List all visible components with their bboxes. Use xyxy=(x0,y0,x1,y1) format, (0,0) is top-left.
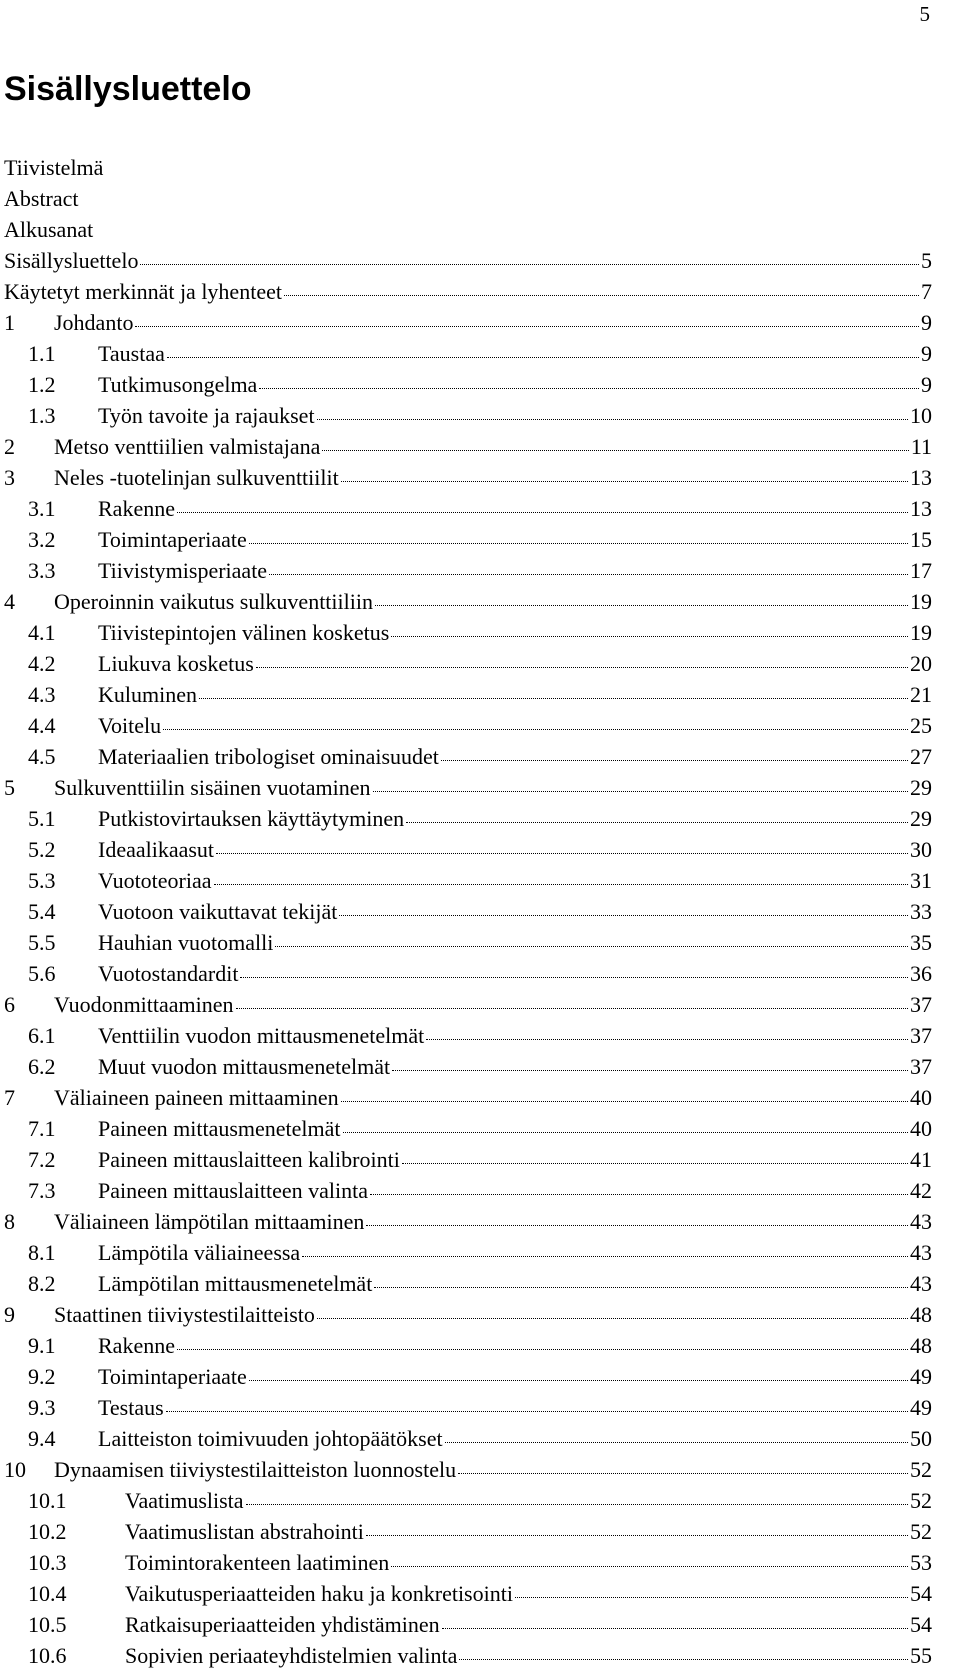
toc-entry-title: Tiivistepintojen välinen kosketus xyxy=(98,620,390,645)
toc-entry-title: Paineen mittauslaitteen kalibrointi xyxy=(98,1147,400,1172)
toc-entry-title: Putkistovirtauksen käyttäytyminen xyxy=(98,806,405,831)
toc-entry-number xyxy=(4,1485,125,1516)
toc-entry-title: Vaatimuslista xyxy=(125,1488,244,1513)
toc-entry-title: Vuototeoriaa xyxy=(98,868,212,893)
toc-entry-number xyxy=(4,1144,98,1175)
toc-entry-number xyxy=(4,1423,98,1454)
toc-entry-number xyxy=(4,1609,125,1640)
dot-leader xyxy=(426,1039,908,1040)
toc-entry-title: Työn tavoite ja rajaukset xyxy=(98,403,315,428)
toc-entry[interactable] xyxy=(4,834,932,865)
dot-leader xyxy=(259,388,919,389)
toc-entry-number xyxy=(4,1454,54,1485)
toc-entry-page: 37 xyxy=(910,1023,932,1048)
toc-entry-number-text: 7.1 xyxy=(28,1116,56,1141)
toc-entry-number-text: 3.2 xyxy=(28,527,56,552)
toc-entry-title: Venttiilin vuodon mittausmenetelmät xyxy=(98,1023,425,1048)
dot-leader xyxy=(402,1163,908,1164)
toc-entry-page: 52 xyxy=(910,1519,932,1544)
dot-leader xyxy=(442,1628,908,1629)
toc-entry-number-text: 8 xyxy=(4,1209,15,1234)
toc-entry-number xyxy=(4,834,98,865)
dot-leader xyxy=(249,1380,908,1381)
dot-leader xyxy=(391,1566,908,1567)
toc-entry-number-text: 5 xyxy=(4,775,15,800)
dot-leader xyxy=(163,729,908,730)
toc-entry-page: 9 xyxy=(921,372,932,397)
toc-entry-page: 20 xyxy=(910,651,932,676)
dot-leader xyxy=(284,295,919,296)
prelim-item: Abstract xyxy=(4,186,79,211)
toc-entry-number xyxy=(4,307,54,338)
toc-entry-title: Tutkimusongelma xyxy=(98,372,258,397)
toc-entry-page: 31 xyxy=(910,868,932,893)
toc-entry[interactable] xyxy=(4,1175,932,1206)
dot-leader xyxy=(366,1225,908,1226)
toc-entry-page: 29 xyxy=(910,806,932,831)
toc-entry-number xyxy=(4,1175,98,1206)
toc-entry-title: Muut vuodon mittausmenetelmät xyxy=(98,1054,391,1079)
toc-entry-number-text: 9.4 xyxy=(28,1426,56,1451)
toc-entry-page: 9 xyxy=(921,310,932,335)
toc-entry[interactable] xyxy=(4,1082,932,1113)
toc-entry-number xyxy=(4,803,98,834)
toc-entry-page: 21 xyxy=(910,682,932,707)
toc-entry-page: 52 xyxy=(910,1457,932,1482)
toc-entry-number xyxy=(4,524,98,555)
dot-leader xyxy=(366,1535,908,1536)
toc-entry[interactable] xyxy=(4,927,932,958)
dot-leader xyxy=(445,1442,908,1443)
toc-entry-title: Paineen mittauslaitteen valinta xyxy=(98,1178,369,1203)
toc-entry[interactable] xyxy=(4,431,932,462)
toc-entry-page: 48 xyxy=(910,1333,932,1358)
toc-entry[interactable] xyxy=(4,1020,932,1051)
toc-entry-number-text: 7.3 xyxy=(28,1178,56,1203)
toc-entry[interactable] xyxy=(4,1330,932,1361)
toc-entry-number xyxy=(4,400,98,431)
dot-leader xyxy=(214,884,908,885)
dot-leader xyxy=(341,1101,908,1102)
dot-leader xyxy=(391,636,908,637)
toc-entry-page: 19 xyxy=(910,620,932,645)
toc-entry-number xyxy=(4,1206,54,1237)
toc-entry-number-text: 5.3 xyxy=(28,868,56,893)
toc-entry-number xyxy=(4,710,98,741)
toc-entry-number-text: 4.3 xyxy=(28,682,56,707)
toc-entry[interactable] xyxy=(4,1113,932,1144)
toc-entry[interactable] xyxy=(4,1578,932,1609)
toc-entry-page: 37 xyxy=(910,992,932,1017)
toc-entry[interactable] xyxy=(4,1516,932,1547)
toc-entry-number xyxy=(4,1299,54,1330)
page-number: 5 xyxy=(919,2,930,26)
dot-leader xyxy=(275,946,908,947)
toc-entry[interactable] xyxy=(4,400,932,431)
dot-leader xyxy=(302,1256,908,1257)
toc-entry-title: Rakenne xyxy=(98,1333,175,1358)
dot-leader xyxy=(216,853,908,854)
toc-entry-number-text: 10.4 xyxy=(28,1581,67,1606)
toc-entry-page: 52 xyxy=(910,1488,932,1513)
toc-entry-title: Neles -tuotelinjan sulkuventtiilit xyxy=(54,465,339,490)
toc-entry[interactable] xyxy=(4,1299,932,1330)
toc-entry-number-text: 4.4 xyxy=(28,713,56,738)
toc-entry-number xyxy=(4,1516,125,1547)
toc-entry-number-text: 2 xyxy=(4,434,15,459)
toc-entry-page: 36 xyxy=(910,961,932,986)
toc-entry-title: Paineen mittausmenetelmät xyxy=(98,1116,341,1141)
toc-entry-page: 55 xyxy=(910,1643,932,1668)
toc-entry-title: Testaus xyxy=(98,1395,164,1420)
toc-entry-page: 41 xyxy=(910,1147,932,1172)
toc-entry[interactable] xyxy=(4,1547,932,1578)
toc-entry-number-text: 1.3 xyxy=(28,403,56,428)
toc-entry-title: Operoinnin vaikutus sulkuventtiiliin xyxy=(54,589,373,614)
dot-leader xyxy=(317,419,908,420)
dot-leader xyxy=(373,791,908,792)
toc-entry-title: Voitelu xyxy=(98,713,162,738)
toc-entry[interactable] xyxy=(4,369,932,400)
toc-entry-number xyxy=(4,1020,98,1051)
dot-leader xyxy=(166,1411,908,1412)
toc-entry-title: Rakenne xyxy=(98,496,175,521)
toc-entry-number-text: 10.2 xyxy=(28,1519,67,1544)
toc-entry[interactable] xyxy=(4,1051,932,1082)
toc-entry-page: 43 xyxy=(910,1271,932,1296)
dot-leader xyxy=(236,1008,908,1009)
toc-entry[interactable] xyxy=(4,741,932,772)
toc-entry-page: 35 xyxy=(910,930,932,955)
toc-entry-page: 48 xyxy=(910,1302,932,1327)
toc-entry[interactable] xyxy=(4,1144,932,1175)
toc-entry-number xyxy=(4,617,98,648)
toc-entry-number-text: 4.1 xyxy=(28,620,56,645)
dot-leader xyxy=(167,357,919,358)
toc-entry[interactable] xyxy=(4,679,932,710)
toc-entry-number-text: 5.5 xyxy=(28,930,56,955)
toc-entry-number-text: 6.2 xyxy=(28,1054,56,1079)
toc-entry[interactable] xyxy=(4,1485,932,1516)
toc-entry-number xyxy=(4,1330,98,1361)
dot-leader xyxy=(246,1504,908,1505)
toc-entry-title: Vaatimuslistan abstrahointi xyxy=(125,1519,364,1544)
page-title: Sisällysluettelo xyxy=(4,70,252,108)
toc-entry[interactable] xyxy=(4,1361,932,1392)
toc-entry-number xyxy=(4,1547,125,1578)
toc-entry-title: Väliaineen paineen mittaaminen xyxy=(54,1085,339,1110)
toc-entry[interactable] xyxy=(4,524,932,555)
toc-entry[interactable] xyxy=(4,803,932,834)
toc-entry-number-text: 6.1 xyxy=(28,1023,56,1048)
toc-entry-title: Sulkuventtiilin sisäinen vuotaminen xyxy=(54,775,371,800)
toc-entry-number-text: 3.3 xyxy=(28,558,56,583)
toc-entry-page: 27 xyxy=(910,744,932,769)
toc-entry-title: Vuotostandardit xyxy=(98,961,239,986)
toc-entry-page: 40 xyxy=(910,1085,932,1110)
toc-entry-page: 29 xyxy=(910,775,932,800)
toc-entry-page: 30 xyxy=(910,837,932,862)
toc-entry-number xyxy=(4,1578,125,1609)
toc-entry-number xyxy=(4,338,98,369)
toc-entry-number-text: 7.2 xyxy=(28,1147,56,1172)
toc-entry-number-text: 9 xyxy=(4,1302,15,1327)
toc-entry-page: 42 xyxy=(910,1178,932,1203)
toc-entry-page: 53 xyxy=(910,1550,932,1575)
toc-entry-page: 17 xyxy=(910,558,932,583)
toc-entry-page: 33 xyxy=(910,899,932,924)
toc-entry-number-text: 3.1 xyxy=(28,496,56,521)
dot-leader xyxy=(317,1318,908,1319)
toc-entry-number-text: 4.5 xyxy=(28,744,56,769)
toc-entry[interactable] xyxy=(4,1454,932,1485)
toc-entry-title: Sopivien periaateyhdistelmien valinta xyxy=(125,1643,458,1668)
toc-entry[interactable] xyxy=(4,1609,932,1640)
toc-entry-page: 15 xyxy=(910,527,932,552)
toc-entry-title: Liukuva kosketus xyxy=(98,651,254,676)
toc-entry[interactable] xyxy=(4,1237,932,1268)
toc-entry-title: Tiivistymisperiaate xyxy=(98,558,268,583)
toc-entry-number xyxy=(4,865,98,896)
toc-entry[interactable] xyxy=(4,772,932,803)
toc-entry-page: 13 xyxy=(910,496,932,521)
toc-entry-page: 54 xyxy=(910,1581,932,1606)
toc-entry-title: Metso venttiilien valmistajana xyxy=(54,434,321,459)
dot-leader xyxy=(406,822,908,823)
toc-entry[interactable] xyxy=(4,586,932,617)
dot-leader xyxy=(374,1287,908,1288)
toc-entry-title: Vuodonmittaaminen xyxy=(54,992,234,1017)
dot-leader xyxy=(322,450,908,451)
toc-entry-title: Kuluminen xyxy=(98,682,197,707)
toc-entry-page: 43 xyxy=(910,1240,932,1265)
dot-leader xyxy=(515,1597,908,1598)
toc-entry[interactable] xyxy=(4,307,932,338)
toc-entry-number-text: 5.6 xyxy=(28,961,56,986)
toc-entry-page: 54 xyxy=(910,1612,932,1637)
toc-entry-number-text: 10.1 xyxy=(28,1488,67,1513)
toc-entry-number xyxy=(4,648,98,679)
dot-leader xyxy=(177,512,908,513)
toc-entry-title: Väliaineen lämpötilan mittaaminen xyxy=(54,1209,365,1234)
dot-leader xyxy=(343,1132,908,1133)
toc-entry-number-text: 1.1 xyxy=(28,341,56,366)
toc-entry-number-text: 4.2 xyxy=(28,651,56,676)
prelim-item: Tiivistelmä xyxy=(4,155,104,180)
toc-entry-number xyxy=(4,555,98,586)
toc-entry-title: Johdanto xyxy=(54,310,134,335)
toc-entry-number-text: 10.5 xyxy=(28,1612,67,1637)
toc-entry-number xyxy=(4,1361,98,1392)
toc-entry-number xyxy=(4,927,98,958)
toc-entry-title: Taustaa xyxy=(98,341,165,366)
toc-entry-number xyxy=(4,679,98,710)
toc-entry[interactable] xyxy=(4,896,932,927)
toc-entry[interactable] xyxy=(4,1268,932,1299)
toc-entry-page: 11 xyxy=(910,434,932,459)
dot-leader xyxy=(140,264,919,265)
toc-entry-number xyxy=(4,989,54,1020)
toc-entry-title: Dynaamisen tiiviystestilaitteiston luonnostelu xyxy=(54,1457,457,1482)
toc-entry-number-text: 8.2 xyxy=(28,1271,56,1296)
dot-leader xyxy=(339,915,908,916)
dot-leader xyxy=(341,481,908,482)
toc-entry[interactable] xyxy=(4,617,932,648)
toc-entry-number-text: 4 xyxy=(4,589,15,614)
toc-entry-number-text: 8.1 xyxy=(28,1240,56,1265)
toc-entry-title: Toimintaperiaate xyxy=(98,527,247,552)
toc-entry[interactable] xyxy=(4,1423,932,1454)
toc-entry-title: Laitteiston toimivuuden johtopäätökset xyxy=(98,1426,443,1451)
toc-entry-title: Toimintaperiaate xyxy=(98,1364,247,1389)
toc-entry-page: 49 xyxy=(910,1395,932,1420)
toc-entry[interactable] xyxy=(4,1392,932,1423)
toc-entry-page: 37 xyxy=(910,1054,932,1079)
toc-entry[interactable] xyxy=(4,245,932,276)
toc-entry-number-text: 10.6 xyxy=(28,1643,67,1668)
toc-entry[interactable] xyxy=(4,710,932,741)
toc-entry-number-text: 10 xyxy=(4,1457,26,1482)
toc-entry-number xyxy=(4,772,54,803)
toc-entry-number-text: 5.1 xyxy=(28,806,56,831)
dot-leader xyxy=(370,1194,908,1195)
toc-entry-title: Lämpötilan mittausmenetelmät xyxy=(98,1271,373,1296)
prelim-list xyxy=(4,152,103,245)
toc-entry-title: Ideaalikaasut xyxy=(98,837,215,862)
toc-entry-number-text: 10.3 xyxy=(28,1550,67,1575)
toc-entry-number xyxy=(4,586,54,617)
prelim-item: Alkusanat xyxy=(4,217,94,242)
toc-entry-number xyxy=(4,1113,98,1144)
toc-entry-page: 13 xyxy=(910,465,932,490)
toc-entry-title: Staattinen tiiviystestilaitteisto xyxy=(54,1302,315,1327)
toc-entry[interactable] xyxy=(4,493,932,524)
toc-entry-title: Sisällysluettelo xyxy=(4,248,139,273)
toc-entry-title: Materiaalien tribologiset ominaisuudet xyxy=(98,744,439,769)
toc-entry-number xyxy=(4,431,54,462)
toc-entry-number xyxy=(4,369,98,400)
toc-entry-page: 43 xyxy=(910,1209,932,1234)
toc-entry[interactable] xyxy=(4,1640,932,1671)
toc-entry-number xyxy=(4,1268,98,1299)
toc-entry[interactable] xyxy=(4,989,932,1020)
toc-entry[interactable] xyxy=(4,555,932,586)
table-of-contents xyxy=(4,245,932,1671)
dot-leader xyxy=(256,667,908,668)
toc-entry-number xyxy=(4,462,54,493)
toc-entry-title: Vaikutusperiaatteiden haku ja konkretisointi xyxy=(125,1581,513,1606)
toc-entry-number-text: 9.2 xyxy=(28,1364,56,1389)
toc-entry-page: 7 xyxy=(921,279,932,304)
toc-entry-number xyxy=(4,1237,98,1268)
toc-entry-page: 10 xyxy=(910,403,932,428)
toc-entry-page: 49 xyxy=(910,1364,932,1389)
toc-entry-number xyxy=(4,958,98,989)
toc-entry-title: Toimintorakenteen laatiminen xyxy=(125,1550,390,1575)
toc-entry[interactable] xyxy=(4,462,932,493)
dot-leader xyxy=(441,760,908,761)
toc-entry-page: 25 xyxy=(910,713,932,738)
toc-entry-number-text: 9.1 xyxy=(28,1333,56,1358)
toc-entry[interactable] xyxy=(4,338,932,369)
dot-leader xyxy=(177,1349,908,1350)
toc-entry-title: Hauhian vuotomalli xyxy=(98,930,274,955)
dot-leader xyxy=(135,326,919,327)
toc-entry[interactable] xyxy=(4,1206,932,1237)
toc-entry[interactable] xyxy=(4,865,932,896)
toc-entry-number-text: 1 xyxy=(4,310,15,335)
toc-entry-page: 9 xyxy=(921,341,932,366)
dot-leader xyxy=(459,1659,908,1660)
toc-entry[interactable] xyxy=(4,276,932,307)
dot-leader xyxy=(240,977,908,978)
toc-entry-number-text: 5.2 xyxy=(28,837,56,862)
toc-entry-number xyxy=(4,896,98,927)
toc-entry-number xyxy=(4,1051,98,1082)
toc-entry-title: Vuotoon vaikuttavat tekijät xyxy=(98,899,338,924)
toc-entry-number-text: 1.2 xyxy=(28,372,56,397)
toc-entry-page: 5 xyxy=(921,248,932,273)
toc-entry-page: 19 xyxy=(910,589,932,614)
dot-leader xyxy=(269,574,908,575)
toc-entry-title: Lämpötila väliaineessa xyxy=(98,1240,301,1265)
dot-leader xyxy=(375,605,908,606)
toc-entry-number-text: 5.4 xyxy=(28,899,56,924)
dot-leader xyxy=(249,543,908,544)
toc-entry[interactable] xyxy=(4,958,932,989)
toc-entry-number-text: 7 xyxy=(4,1085,15,1110)
dot-leader xyxy=(199,698,908,699)
toc-entry-number xyxy=(4,1640,125,1671)
toc-entry-title: Ratkaisuperiaatteiden yhdistäminen xyxy=(125,1612,440,1637)
toc-entry-number xyxy=(4,741,98,772)
toc-entry-number-text: 6 xyxy=(4,992,15,1017)
toc-entry-page: 40 xyxy=(910,1116,932,1141)
toc-entry-number-text: 3 xyxy=(4,465,15,490)
toc-entry-title: Käytetyt merkinnät ja lyhenteet xyxy=(4,279,282,304)
dot-leader xyxy=(458,1473,908,1474)
dot-leader xyxy=(392,1070,908,1071)
toc-entry-number xyxy=(4,493,98,524)
toc-entry[interactable] xyxy=(4,648,932,679)
toc-entry-number-text: 9.3 xyxy=(28,1395,56,1420)
toc-entry-page: 50 xyxy=(910,1426,932,1451)
toc-entry-number xyxy=(4,1392,98,1423)
toc-entry-number xyxy=(4,1082,54,1113)
